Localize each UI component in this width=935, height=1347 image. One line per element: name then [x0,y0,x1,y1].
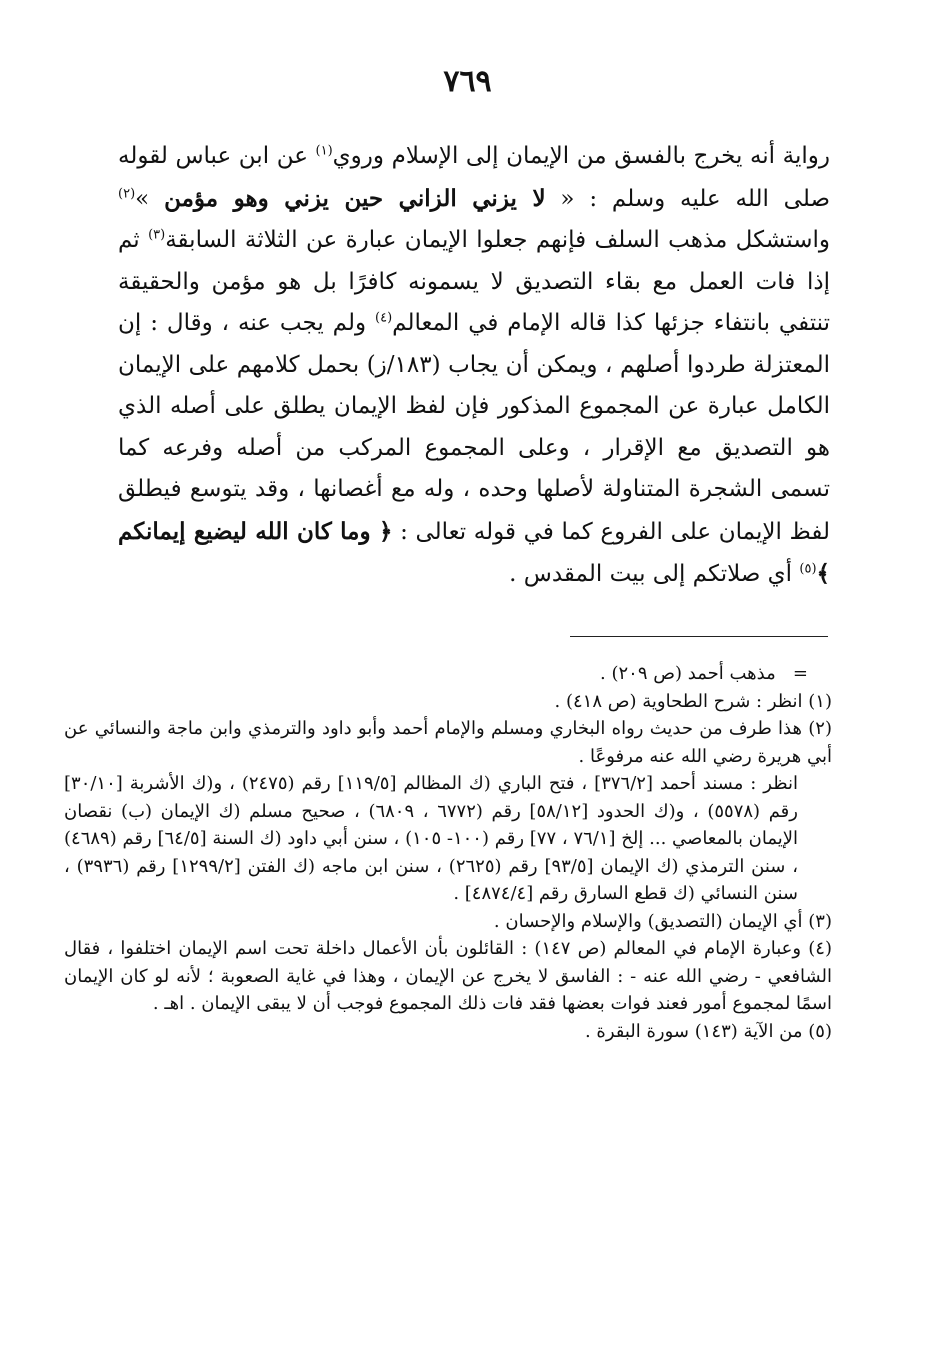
footnote-text: انظر : شرح الطحاوية (ص ٤١٨) . [554,690,803,712]
quran-verse: ﴿ وما كان الله ليضيع إيمانكم ﴾ [118,517,830,587]
text-segment: عن ابن عباس لقوله صلى الله عليه وسلم : « [118,143,830,212]
footnote-3 [64,908,832,936]
page-number: ٧٦٩ [443,64,492,99]
footnote-5 [64,1018,832,1046]
footnotes [64,660,832,1045]
footnote-marker-2[interactable]: (٢) [118,185,136,201]
footnote-ref: = [792,663,808,684]
footnote-text: أي الإيمان (التصديق) والإسلام والإحسان . [493,910,803,932]
footnote-2-references [64,770,832,908]
footnote-marker-5[interactable]: (٥) [799,561,817,577]
hadith-quote: لا يزني الزاني حين يزني وهو مؤمن [164,184,546,212]
footnote-4 [64,935,832,1018]
text-segment: ولم يجب عنه ، وقال : إن المعتزلة طردوا أصلهم ، ويمكن أن يجاب (١٨٣/ز) بحمل كلامهم على الإيمان الكامل عبارة عن المجموع المذكور فإن لفظ الإيمان يطلق على أصله الذي هو التصديق مع الإقرار ، وعلى المجموع المركب من أصله وفرعه كما تسمى الشجرة المتناولة لأصلها وحده ، وله مع أغصانها ، وقد يتوسع فيطلق لفظ الإيمان على الفروع كما في قوله تعالى : [118,310,831,545]
footnote-text: هذا طرف من حديث رواه البخاري ومسلم والإمام أحمد وأبو داود والترمذي وابن ماجة والنسائي عن أبي هريرة رضي الله عنه مرفوعًا . [64,718,832,767]
footnote-ref: (٢) [808,718,832,739]
footnote-ref: (٥) [808,1020,832,1042]
footnote-1 [64,688,832,716]
footnote-text: مذهب أحمد (ص ٢٠٩) . [600,663,776,684]
footnote-ref: (١) [808,690,832,712]
footnote-text: انظر : مسند أحمد [٣٧٦/٢] ، فتح الباري (ك المظالم [١١٩/٥] رقم (٢٤٧٥) ، و(ك الأشربة [٣٠/١٠] رقم (٥٥٧٨) ، و(ك الحدود [٥٨/١٢] رقم (٦٧٧٢ ، ٦٨٠٩) ، صحيح مسلم (ك الإيمان (ب) نقصان الإيمان بالمعاصي ... إلخ [٧٦/١ ، ٧٧] رقم (١٠٠- ١٠٥) ، سنن أبي داود (ك السنة [٦٤/٥] رقم (٤٦٨٩) ، سنن الترمذي (ك الإيمان [٩٣/٥] رقم (٢٦٢٥) ، سنن ابن ماجه (ك الفتن [١٢٩٩/٢] رقم (٣٩٣٦) ، سنن النسائي (ك قطع السارق رقم [٤٨٧٤/٤] . [64,773,799,904]
footnote-2 [64,715,832,770]
footnote-continuation [64,660,832,688]
footnote-text: وعبارة الإمام في المعالم (ص ١٤٧) : القائلون بأن الأعمال داخلة تحت اسم الإيمان اختلفوا ، فقال الشافعي - رضي الله عنه - : الفاسق لا يخرج عن الإيمان ، وهذا في غاية الصعوبة ؛ لأنه لو كان الإيمان اسمًا لمجموع أمور فعند فوات بعضها فقد فات ذلك المجموع فوجب أن لا يبقى الإيمان . اهـ . [64,938,832,1014]
footnote-marker-4[interactable]: (٤) [375,310,393,326]
main-paragraph [118,136,830,596]
footnote-separator [570,636,828,637]
footnote-text: من الآية (١٤٣) سورة البقرة . [584,1020,803,1042]
main-text [118,136,830,596]
footnote-ref: (٣) [808,910,832,932]
text-segment: ثم إذا فات العمل مع بقاء التصديق لا يسمونه كافرًا بل هو مؤمن والحقيقة تنتفي بانتفاء جزئها كذا قاله الإمام في المعالم [118,227,830,336]
text-segment: واستشكل مذهب السلف فإنهم جعلوا الإيمان عبارة عن الثلاثة السابقة [165,227,830,253]
footnote-marker-3[interactable]: (٣) [148,227,166,243]
footnote-ref: (٤) [808,938,832,959]
text-segment: أي صلاتكم إلى بيت المقدس . [509,561,800,587]
footnote-marker-1[interactable]: (١) [315,143,333,159]
text-segment: » [135,185,165,212]
text-segment: رواية أنه يخرج بالفسق من الإيمان إلى الإسلام وروي [332,143,830,169]
